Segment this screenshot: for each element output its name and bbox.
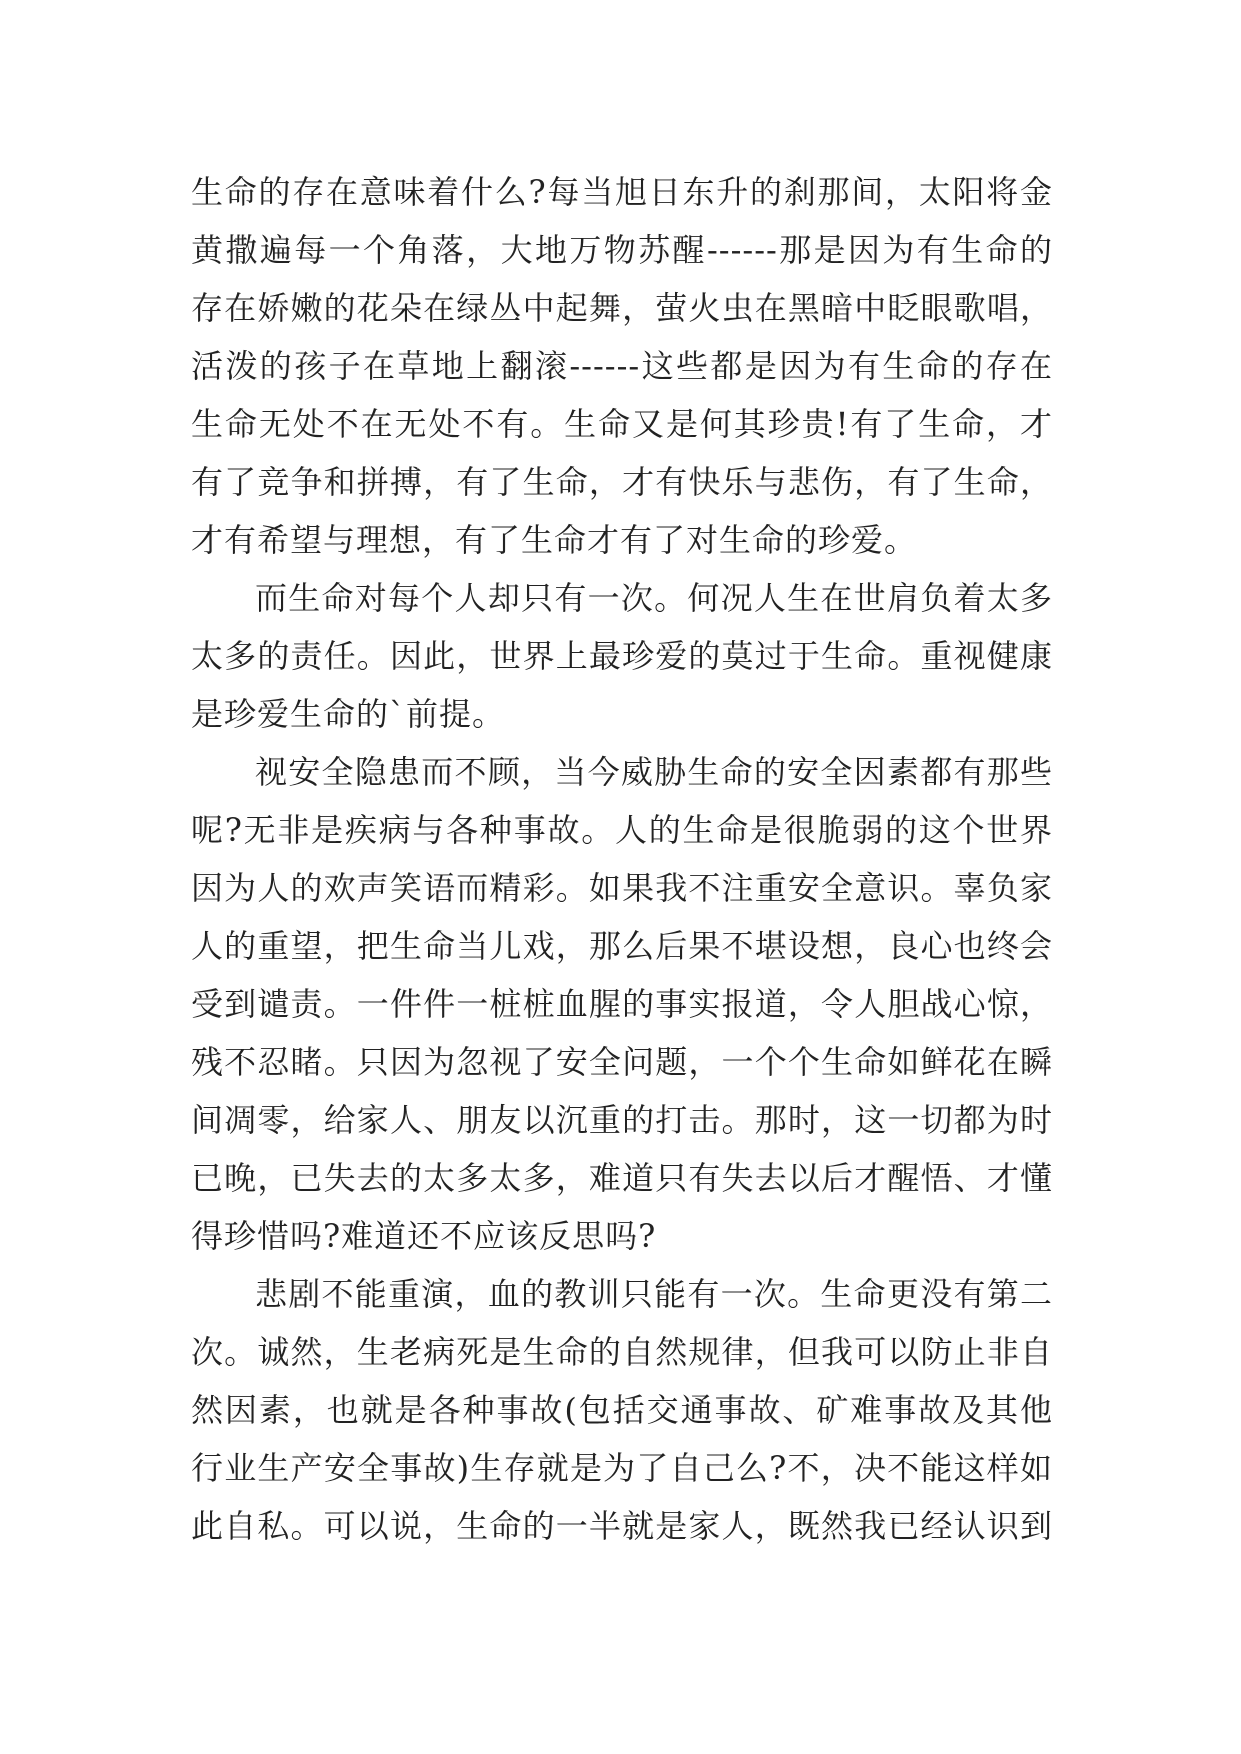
- text-line: 次。诚然，生老病死是生命的自然规律，但我可以防止非自: [191, 1333, 1053, 1371]
- text-line: 存在娇嫩的花朵在绿丛中起舞，萤火虫在黑暗中眨眼歌唱，: [191, 289, 1053, 327]
- text-line: 行业生产安全事故)生存就是为了自己么?不，决不能这样如: [191, 1449, 1053, 1487]
- text-line: 因为人的欢声笑语而精彩。如果我不注重安全意识。辜负家: [191, 869, 1053, 907]
- paragraph: [191, 1265, 1053, 1555]
- paragraph: [191, 569, 1053, 743]
- text-line: 活泼的孩子在草地上翻滚------这些都是因为有生命的存在: [191, 347, 1053, 385]
- paragraph: [191, 743, 1053, 1265]
- text-line: 生命无处不在无处不有。生命又是何其珍贵!有了生命，才: [191, 405, 1053, 443]
- text-line: 呢?无非是疾病与各种事故。人的生命是很脆弱的这个世界: [191, 811, 1053, 849]
- text-line: 受到谴责。一件件一桩桩血腥的事实报道，令人胆战心惊，: [191, 985, 1053, 1023]
- text-line: 视安全隐患而不顾，当今威胁生命的安全因素都有那些: [255, 753, 1053, 791]
- text-line: 有了竞争和拼搏，有了生命，才有快乐与悲伤，有了生命，: [191, 463, 1053, 501]
- text-line: 已晚，已失去的太多太多，难道只有失去以后才醒悟、才懂: [191, 1159, 1053, 1197]
- text-line: 人的重望，把生命当儿戏，那么后果不堪设想，良心也终会: [191, 927, 1053, 965]
- text-line: 残不忍睹。只因为忽视了安全问题，一个个生命如鲜花在瞬: [191, 1043, 1053, 1081]
- text-line: 是珍爱生命的`前提。: [191, 695, 506, 733]
- text-line: 生命的存在意味着什么?每当旭日东升的刹那间，太阳将金: [191, 173, 1053, 211]
- text-line: 悲剧不能重演，血的教训只能有一次。生命更没有第二: [255, 1275, 1053, 1313]
- paragraph: [191, 163, 1053, 569]
- text-line: 此自私。可以说，生命的一半就是家人，既然我已经认识到: [191, 1507, 1053, 1545]
- text-line: 才有希望与理想，有了生命才有了对生命的珍爱。: [191, 521, 918, 559]
- text-line: 黄撒遍每一个角落，大地万物苏醒------那是因为有生命的: [191, 231, 1053, 269]
- text-line: 然因素，也就是各种事故(包括交通事故、矿难事故及其他: [191, 1391, 1053, 1429]
- document-body: [191, 163, 1053, 1555]
- text-line: 而生命对每个人却只有一次。何况人生在世肩负着太多: [255, 579, 1053, 617]
- text-line: 间凋零，给家人、朋友以沉重的打击。那时，这一切都为时: [191, 1101, 1053, 1139]
- text-line: 得珍惜吗?难道还不应该反思吗?: [191, 1217, 657, 1255]
- text-line: 太多的责任。因此，世界上最珍爱的莫过于生命。重视健康: [191, 637, 1053, 675]
